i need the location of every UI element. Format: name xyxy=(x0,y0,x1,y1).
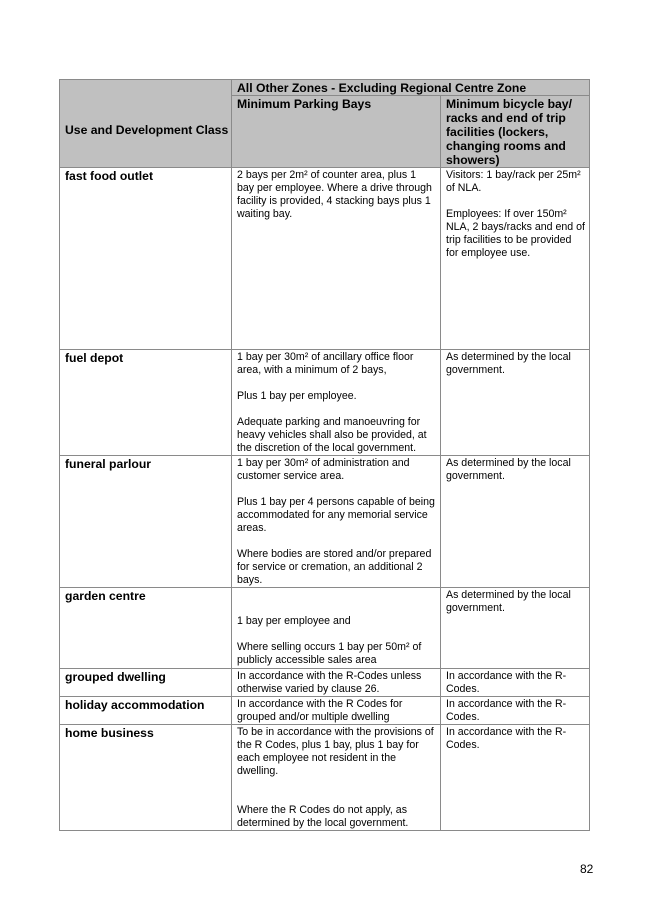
use-class-cell: garden centre xyxy=(60,588,232,669)
bicycle-cell xyxy=(441,168,590,350)
bicycle-text: In accordance with the R-Codes. xyxy=(446,698,567,723)
table-row xyxy=(60,669,590,697)
bicycle-text: As determined by the local government. xyxy=(446,351,571,376)
table-row xyxy=(60,725,590,831)
bicycle-cell xyxy=(441,350,590,456)
bicycle-cell xyxy=(441,456,590,588)
parking-text: 1 bay per 30m² of administration and customer service area. xyxy=(237,457,410,482)
bicycle-cell xyxy=(441,669,590,697)
parking-text: Plus 1 bay per employee. xyxy=(237,390,357,402)
parking-text: 1 bay per 30m² of ancillary office floor area, with a minimum of 2 bays, xyxy=(237,351,414,376)
parking-text: 2 bays per 2m² of counter area, plus 1 bay per employee. Where a drive through facility is provided, 4 stacking bays plus 1 waiting bay. xyxy=(237,169,432,220)
bicycle-text: As determined by the local government. xyxy=(446,457,571,482)
bicycle-cell xyxy=(441,588,590,669)
parking-text: Adequate parking and manoeuvring for heavy vehicles shall also be provided, at the discretion of the local government. xyxy=(237,416,427,454)
bicycle-cell xyxy=(441,697,590,725)
parking-text: Where bodies are stored and/or prepared for service or cremation, an additional 2 bays. xyxy=(237,548,432,586)
bicycle-text: Visitors: 1 bay/rack per 25m² of NLA. xyxy=(446,169,581,194)
parking-text: Where the R Codes do not apply, as determined by the local government. xyxy=(237,804,409,829)
parking-text: Where selling occurs 1 bay per 50m² of publicly accessible sales area xyxy=(237,641,422,666)
table-row xyxy=(60,456,590,588)
bicycle-text: In accordance with the R-Codes. xyxy=(446,670,567,695)
table-row xyxy=(60,588,590,669)
parking-cell xyxy=(232,350,441,456)
parking-text: In accordance with the R-Codes unless otherwise varied by clause 26. xyxy=(237,670,422,695)
parking-requirements-table xyxy=(59,79,590,831)
page-number: 82 xyxy=(580,862,594,876)
parking-cell xyxy=(232,725,441,831)
use-class-cell: funeral parlour xyxy=(60,456,232,588)
parking-cell xyxy=(232,669,441,697)
bicycle-text: In accordance with the R-Codes. xyxy=(446,726,567,751)
bicycle-text: Employees: If over 150m² NLA, 2 bays/racks and end of trip facilities to be provided for employee use. xyxy=(446,208,585,259)
table-row xyxy=(60,350,590,456)
parking-cell xyxy=(232,456,441,588)
header-parking: Minimum Parking Bays xyxy=(232,96,441,168)
parking-cell xyxy=(232,168,441,350)
parking-text: To be in accordance with the provisions of the R Codes, plus 1 bay, plus 1 bay for each employee not resident in the dwelling. xyxy=(237,726,434,777)
parking-cell xyxy=(232,697,441,725)
bicycle-cell xyxy=(441,725,590,831)
use-class-cell: holiday accommodation xyxy=(60,697,232,725)
use-class-cell: fuel depot xyxy=(60,350,232,456)
header-bicycle: Minimum bicycle bay/ racks and end of trip facilities (lockers, changing rooms and showers) xyxy=(441,96,590,168)
parking-text: Plus 1 bay per 4 persons capable of being accommodated for any memorial service areas. xyxy=(237,496,435,534)
use-class-cell: home business xyxy=(60,725,232,831)
use-class-cell: fast food outlet xyxy=(60,168,232,350)
use-class-cell: grouped dwelling xyxy=(60,669,232,697)
bicycle-text: As determined by the local government. xyxy=(446,589,571,614)
header-use-class: Use and Development Class xyxy=(60,80,232,168)
parking-cell xyxy=(232,588,441,669)
table-row xyxy=(60,168,590,350)
header-zones: All Other Zones - Excluding Regional Centre Zone xyxy=(232,80,590,96)
table-row xyxy=(60,697,590,725)
parking-text: 1 bay per employee and xyxy=(237,615,351,627)
parking-text: In accordance with the R Codes for grouped and/or multiple dwelling xyxy=(237,698,403,723)
